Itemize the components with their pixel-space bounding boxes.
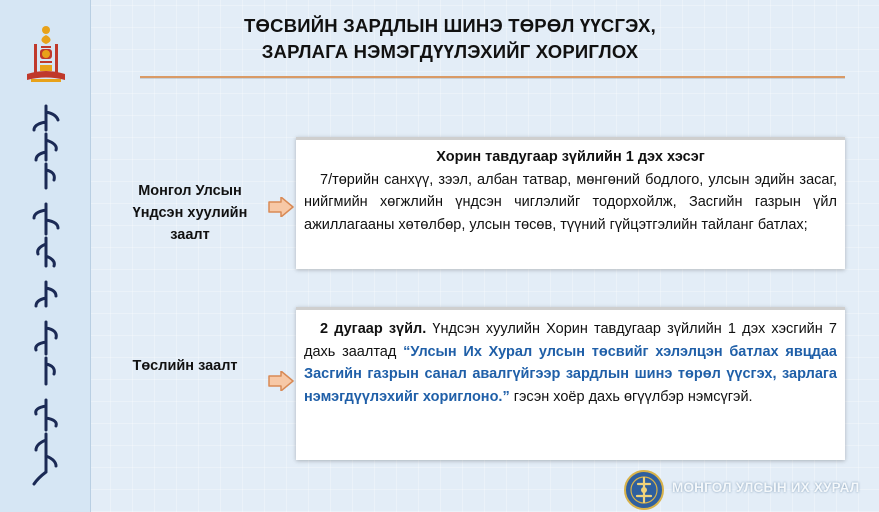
footer-org-name: МОНГОЛ УЛСЫН ИХ ХУРАЛ	[672, 480, 860, 495]
draft-quote: “Улсын Их Хурал улсын төсвийг хэлэлцэн батлах явцдаа Засгийн газрын санал авалгүйгээр зардлын шинэ төрөл үүсгэх, зарлага нэмэгдүүлэхийг хориглоно.”	[304, 343, 837, 405]
right-arrow-icon	[268, 371, 294, 391]
draft-article-lead: 2 дугаар зүйл.	[320, 321, 427, 337]
slide-title-line2: ЗАРЛАГА НЭМЭГДҮҮЛЭХИЙГ ХОРИГЛОХ	[261, 41, 639, 62]
constitution-card	[296, 137, 845, 269]
draft-text-part2: гэсэн хоёр дахь өгүүлбэр нэмсүгэй.	[509, 388, 753, 405]
constitution-text: 7/төрийн санхүү, зээл, албан татвар, мөнгөний бодлого, улсын эдийн засаг, нийгмийн хөгжлийн үндсэн чиглэлийг тодорхойлж, Засгийн газрын үйл ажиллагааны хөтөлбөр, улсын төсөв, түүний гүйцэтгэлийн тайланг батлах;	[304, 171, 837, 233]
soyombo-emblem-icon	[23, 24, 69, 84]
slide-title	[160, 13, 740, 65]
parliament-seal-icon	[624, 470, 664, 510]
constitution-label: Монгол Улсын Үндсэн хуулийн заалт	[132, 183, 248, 243]
draft-card	[296, 307, 845, 460]
draft-text-part1: Үндсэн хуулийн Хорин тавдугаар зүйлийн 1 дэх хэсгийн 7 дахь заалтад	[304, 321, 837, 360]
draft-text	[296, 310, 845, 408]
sidebar	[0, 0, 91, 512]
slide-title-line1: ТӨСВИЙН ЗАРДЛЫН ШИНЭ ТӨРӨЛ ҮҮСГЭХ,	[244, 15, 656, 36]
title-divider	[140, 76, 845, 78]
draft-label: Төслийн заалт	[132, 358, 238, 374]
right-arrow-icon	[268, 197, 294, 217]
mongolian-script-text	[24, 100, 68, 490]
constitution-heading: Хорин тавдугаар зүйлийн 1 дэх хэсэг	[436, 149, 705, 165]
